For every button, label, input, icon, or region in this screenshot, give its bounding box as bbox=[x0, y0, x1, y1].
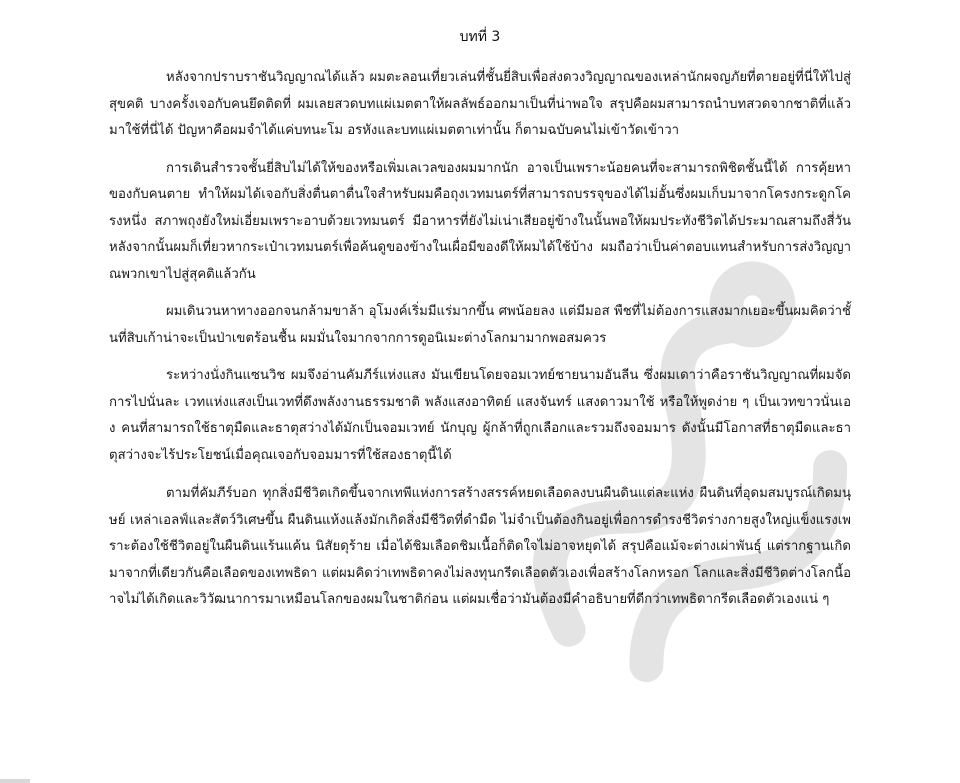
paragraph: ตามที่คัมภีร์บอก ทุกสิ่งมีชีวิตเกิดขึ้นจากเทพีแห่งการสร้างสรรค์หยดเลือดลงบนผืนดินแต่ละแห่ง ผืนดินที่อุดมสมบูรณ์เกิดมนุษย์ เหล่าเอลฟ์และสัตว์วิเศษขึ้น ผืนดินแห้งแล้งมักเกิดสิ่งมีชีวิตที่ดำมืด ไม่จำเป็นต้องกินอยู่เพื่อการดำรงชีวิตร่างกายสูงใหญ่แข็งแรงเพราะต้องใช้ชีวิตอยู่ในผืนดินแร้นแค้น นิสัยดุร้าย เมื่อได้ชิมเลือดชิมเนื้อก็ติดใจไม่อาจหยุดได้ สรุปคือแม้จะต่างเผ่าพันธุ์ แต่รากฐานเกิดมาจากที่เดียวกันคือเลือดของเทพธิดา แต่ผมคิดว่าเทพธิดาคงไม่ลงทุนกรีดเลือดตัวเองเพื่อสร้างโลกหรอก โลกและสิ่งมีชีวิตต่างโลกนี้อาจไม่ได้เกิดและวิวัฒนาการมาเหมือนโลกของผมในชาติก่อน แต่ผมเชื่อว่ามันต้องมีคำอธิบายที่ดีกว่าเทพธิดากรีดเลือดตัวเองแน่ ๆ bbox=[109, 486, 851, 607]
chapter-body bbox=[109, 65, 851, 624]
page-edge-divider bbox=[0, 779, 30, 783]
paragraph: ผมเดินวนหาทางออกจนกล้ามขาล้า อุโมงค์เริ่มมีแร่มากขึ้น ศพน้อยลง แต่มีมอส พืชที่ไม่ต้องการแสงมากเยอะขึ้นผมคิดว่าชั้นที่สิบเก้าน่าจะเป็นป่าเขตร้อนชื้น ผมมั่นใจมากจากการดูอนิเมะต่างโลกมามากพอสมควร bbox=[109, 304, 851, 346]
chapter-title: บทที่ 3 bbox=[459, 29, 501, 45]
paragraph: ระหว่างนั่งกินแซนวิช ผมจึงอ่านคัมภีร์แห่งแสง มันเขียนโดยจอมเวทย์ชายนามอันลีน ซึ่งผมเดาว่าคือราชันวิญญาณที่ผมจัดการไปนั่นละ เวทแห่งแสงเป็นเวทที่ดึงพลังงานธรรมชาติ พลังแสงอาทิตย์ แสงจันทร์ แสงดาวมาใช้ หรือให้พูดง่าย ๆ เป็นเวทขาวนั่นเอง คนที่สามารถใช้ธาตุมืดและธาตุสว่างได้มักเป็นจอมเวทย์ นักบุญ ผู้กล้าที่ถูกเลือกและรวมถึงจอมมาร ดังนั้นมีโอกาสที่ธาตุมืดและธาตุสว่างจะไร้ประโยชน์เมื่อคุณเจอกับจอมมารที่ใช้สองธาตุนี้ได้ bbox=[109, 368, 851, 463]
paragraph: หลังจากปราบราชันวิญญาณได้แล้ว ผมตะลอนเที่ยวเล่นที่ชั้นยี่สิบเพื่อส่งดวงวิญญาณของเหล่านักผจญภัยที่ตายอยู่ที่นี่ให้ไปสู่สุขคติ บางครั้งเจอกับคนยึดติดที่ ผมเลยสวดบทแผ่เมตตาให้ผลลัพธ์ออกมาเป็นที่น่าพอใจ สรุปคือผมสามารถนำบทสวดจากชาติที่แล้วมาใช้ที่นี่ได้ ปัญหาคือผมจำได้แค่บทนะโม อรหังและบทแผ่เมตตาเท่านั้น ก็ตามฉบับคนไม่เข้าวัดเข้าวา bbox=[109, 70, 851, 138]
paragraph: การเดินสำรวจชั้นยี่สิบไม่ได้ให้ของหรือเพิ่มเลเวลของผมมากนัก อาจเป็นเพราะน้อยคนที่จะสามารถพิชิตชั้นนี้ได้ การคุ้ยหาของกับคนตาย ทำให้ผมได้เจอกับสิ่งตื่นตาตื่นใจสำหรับผมคือถุงเวทมนตร์ที่สามารถบรรจุของได้ไม่อั้นซึ่งผมเก็บมาจากโครงกระดูกโครงหนึ่ง สภาพถุงยังใหม่เอี่ยมเพราะอาบด้วยเวทมนตร์ มีอาหารที่ยังไม่เน่าเสียอยู่ข้างในนั้นพอให้ผมประทังชีวิตได้ประมาณสามถึงสี่วัน หลังจากนั้นผมก็เที่ยวหากระเป๋าเวทมนตร์เพื่อค้นดูของข้างในเผื่อมีของดีให้ผมได้ใช้บ้าง ผมถือว่าเป็นค่าตอบแทนสำหรับการส่งวิญญาณพวกเขาไปสู่สุคติแล้วกัน bbox=[109, 160, 851, 282]
